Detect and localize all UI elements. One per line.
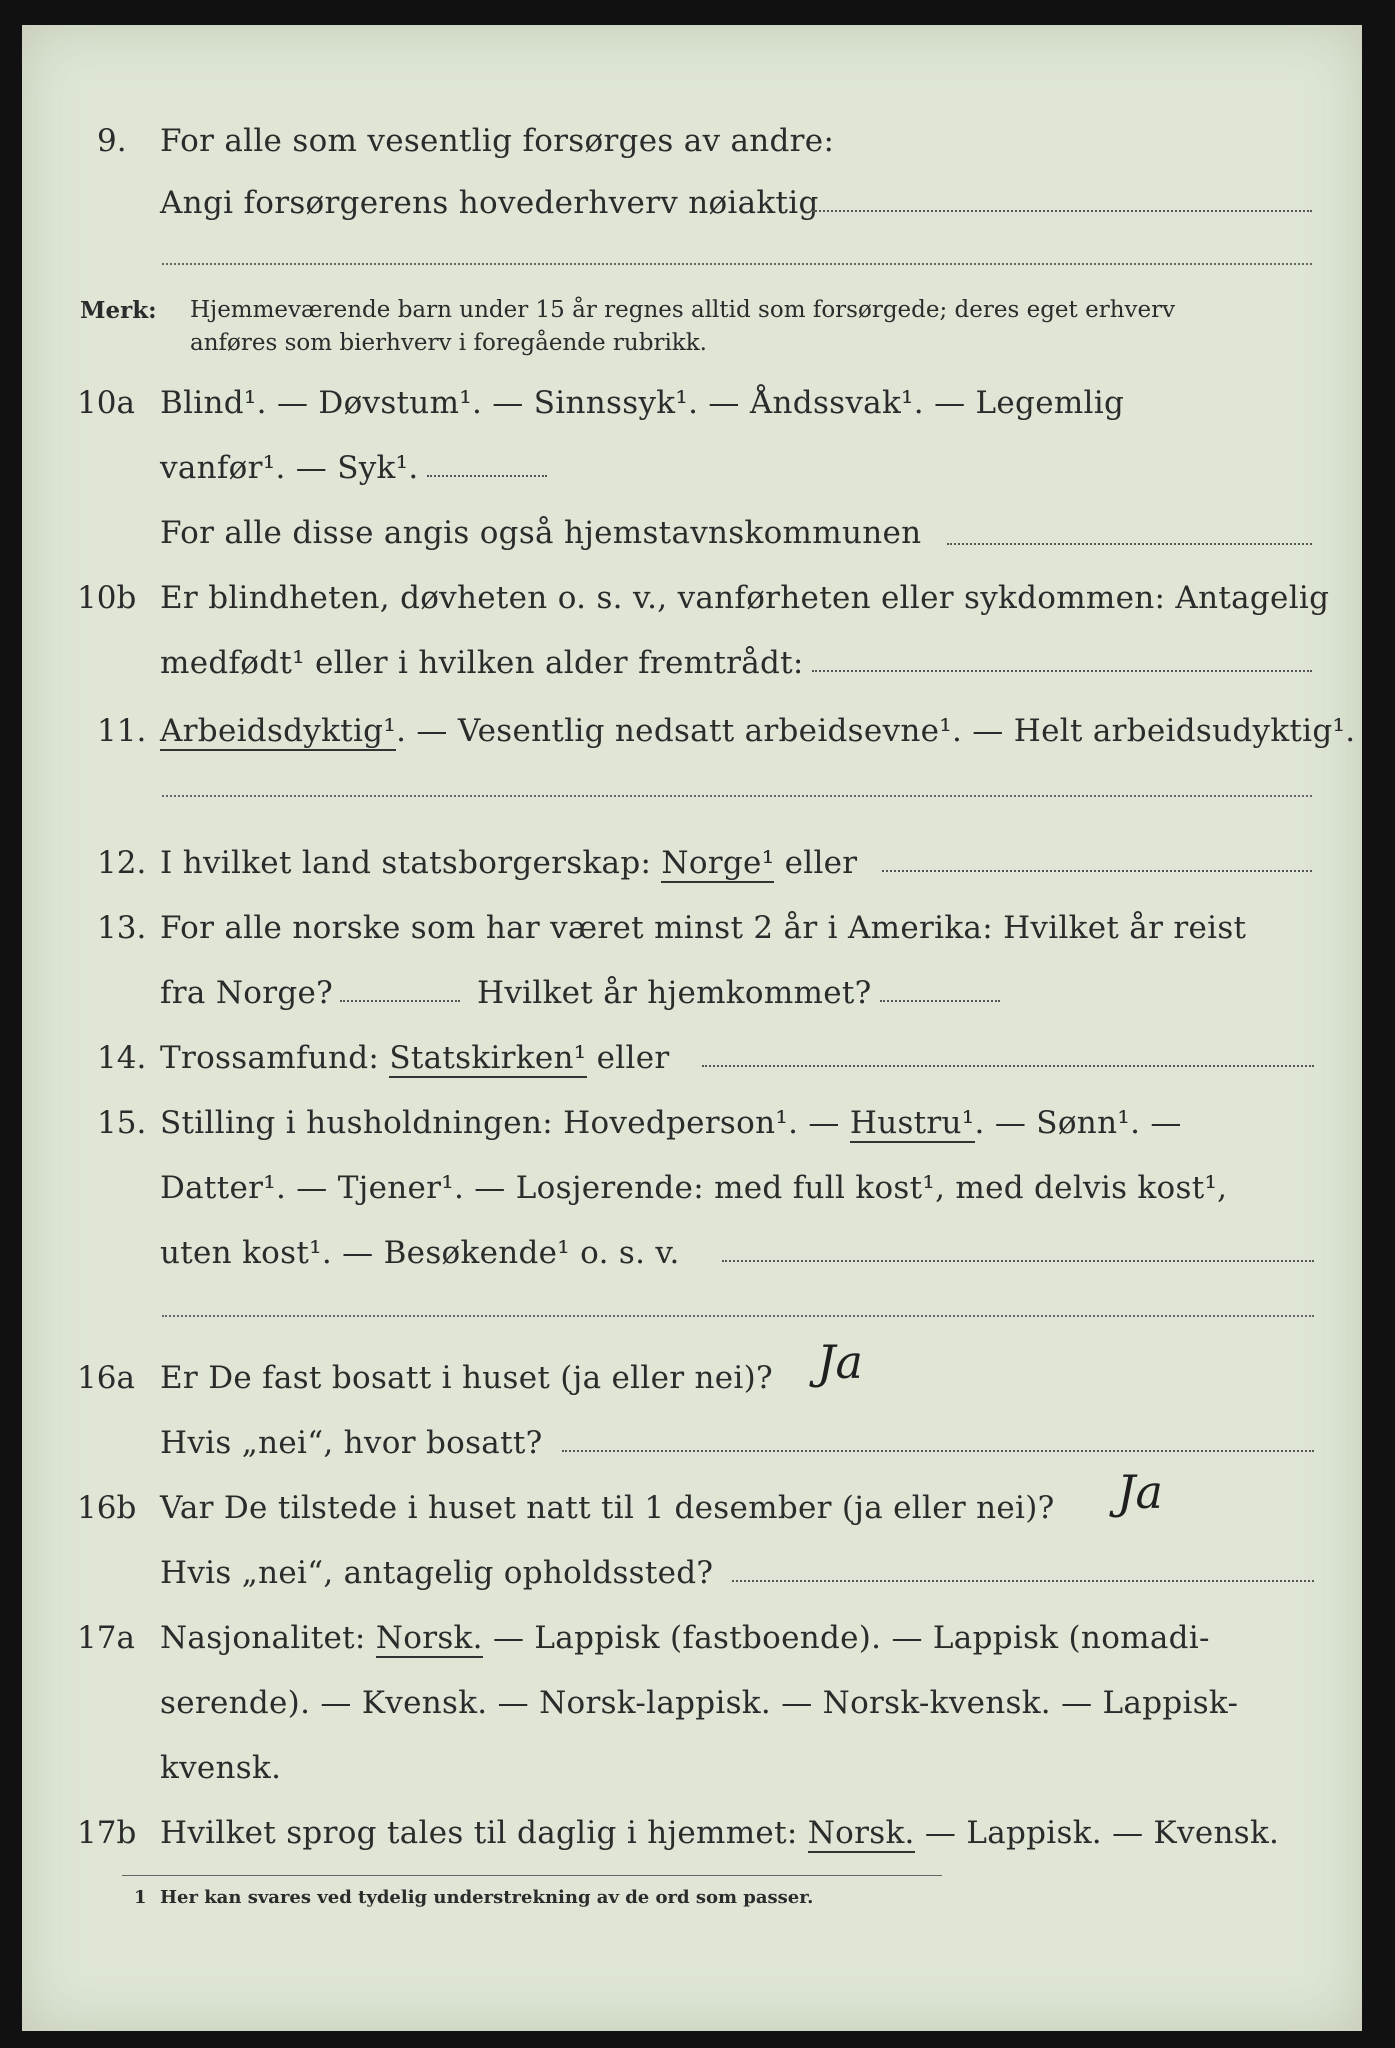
q11-number: 11. [97, 713, 147, 749]
q10a-kommune-line[interactable] [947, 543, 1312, 545]
merk-line2: anføres som bierhverv i foregående rubrikk. [190, 330, 707, 356]
q17a-pre: Nasjonalitet: [160, 1620, 366, 1656]
q17a-line1 [160, 1620, 1210, 1656]
merk-label: Merk: [80, 297, 157, 324]
q10a-line1: Blind¹. — Døvstum¹. — Sinnssyk¹. — Åndssvak¹. — Legemlig [160, 385, 1125, 421]
q17b-pre: Hvilket sprog tales til daglig i hjemmet: [160, 1815, 798, 1851]
q17b-post: — Lappisk. — Kvensk. [924, 1815, 1280, 1851]
q15-line3: uten kost¹. — Besøkende¹ o. s. v. [160, 1235, 680, 1271]
q16b-handwritten-answer[interactable]: Ja [1117, 1465, 1163, 1519]
q17b-number: 17b [77, 1815, 137, 1851]
q12-text [160, 845, 857, 881]
q10b-line1: Er blindheten, døvheten o. s. v., vanførheten eller sykdommen: Antagelig [160, 580, 1330, 616]
q16a-answer-line[interactable] [562, 1450, 1314, 1452]
merk-line1: Hjemmeværende barn under 15 år regnes alltid som forsørgede; deres eget erhverv [190, 297, 1176, 323]
q16b-line2: Hvis „nei“, antagelig opholdssted? [160, 1555, 714, 1591]
q12-answer-line[interactable] [882, 870, 1312, 872]
q17a-option-norsk[interactable]: Norsk. [375, 1620, 483, 1656]
q13-hjemkommet-line[interactable] [880, 1000, 1000, 1002]
q17b-option-norsk[interactable]: Norsk. [807, 1815, 915, 1851]
q17a-line3: kvensk. [160, 1750, 282, 1786]
census-form-page [22, 25, 1362, 2031]
q17a-number: 17a [77, 1620, 135, 1656]
q13-line2b: Hvilket år hjemkommet? [477, 975, 872, 1011]
q16a-handwritten-answer[interactable]: Ja [817, 1335, 863, 1389]
q15-line1a: Stilling i husholdningen: Hovedperson¹. — [160, 1105, 840, 1141]
q13-line2a: fra Norge? [160, 975, 334, 1011]
footnote-text: Her kan svares ved tydelig understrekning av de ord som passer. [160, 1887, 814, 1908]
q14-post: eller [596, 1040, 670, 1076]
q10a-syk-line[interactable] [427, 475, 547, 477]
q12-post: eller [784, 845, 858, 881]
q14-pre: Trossamfund: [160, 1040, 380, 1076]
q11-rest: . — Vesentlig nedsatt arbeidsevne¹. — Helt arbeidsudyktig¹. [396, 713, 1356, 749]
q10a-number: 10a [77, 385, 135, 421]
q14-text [160, 1040, 670, 1076]
q11-text [160, 713, 1355, 749]
q11-extra-line[interactable] [162, 795, 1312, 797]
q10b-line2: medfødt¹ eller i hvilken alder fremtrådt: [160, 645, 804, 681]
q12-number: 12. [97, 845, 147, 881]
q15-answer-line[interactable] [722, 1260, 1314, 1262]
footnote-divider [122, 1875, 942, 1876]
q16a-number: 16a [77, 1360, 135, 1396]
q16b-line1: Var De tilstede i huset natt til 1 desember (ja eller nei)? [160, 1490, 1055, 1526]
q15-extra-line[interactable] [162, 1315, 1314, 1317]
q10b-answer-line[interactable] [812, 670, 1312, 672]
q16a-line2: Hvis „nei“, hvor bosatt? [160, 1425, 543, 1461]
q16b-answer-line[interactable] [732, 1580, 1314, 1582]
q17a-line2: serende). — Kvensk. — Norsk-lappisk. — Norsk-kvensk. — Lappisk- [160, 1685, 1239, 1721]
q15-line1b: . — Sønn¹. — [974, 1105, 1182, 1141]
q10b-number: 10b [77, 580, 137, 616]
q9-number: 9. [97, 123, 127, 159]
q13-reist-line[interactable] [340, 1000, 460, 1002]
q9-line1: For alle som vesentlig forsørges av andre: [160, 123, 835, 159]
q10a-line2: vanfør¹. — Syk¹. [160, 450, 419, 486]
q17b-text [160, 1815, 1279, 1851]
q9-line2: Angi forsørgerens hovederhverv nøiaktig [160, 185, 819, 221]
q11-option-arbeidsdyktig[interactable]: Arbeidsdyktig¹ [160, 713, 397, 749]
q14-answer-line[interactable] [702, 1065, 1314, 1067]
q14-option-statskirken[interactable]: Statskirken¹ [389, 1040, 587, 1076]
footnote-mark: 1 [134, 1887, 147, 1908]
q10a-line3: For alle disse angis også hjemstavnskommunen [160, 515, 922, 551]
q15-option-hustru[interactable]: Hustru¹ [849, 1105, 975, 1141]
q16a-line1: Er De fast bosatt i huset (ja eller nei)? [160, 1360, 773, 1396]
q13-line1: For alle norske som har været minst 2 år i Amerika: Hvilket år reist [160, 910, 1247, 946]
q12-pre: I hvilket land statsborgerskap: [160, 845, 652, 881]
q17a-line1rest: — Lappisk (fastboende). — Lappisk (nomadi- [492, 1620, 1210, 1656]
q13-number: 13. [97, 910, 147, 946]
q15-line2: Datter¹. — Tjener¹. — Losjerende: med full kost¹, med delvis kost¹, [160, 1170, 1228, 1206]
q15-line1 [160, 1105, 1182, 1141]
q16b-number: 16b [77, 1490, 137, 1526]
q9-extra-line[interactable] [162, 263, 1312, 265]
q14-number: 14. [97, 1040, 147, 1076]
q9-answer-line[interactable] [812, 210, 1312, 212]
q12-option-norge[interactable]: Norge¹ [661, 845, 775, 881]
q15-number: 15. [97, 1105, 147, 1141]
